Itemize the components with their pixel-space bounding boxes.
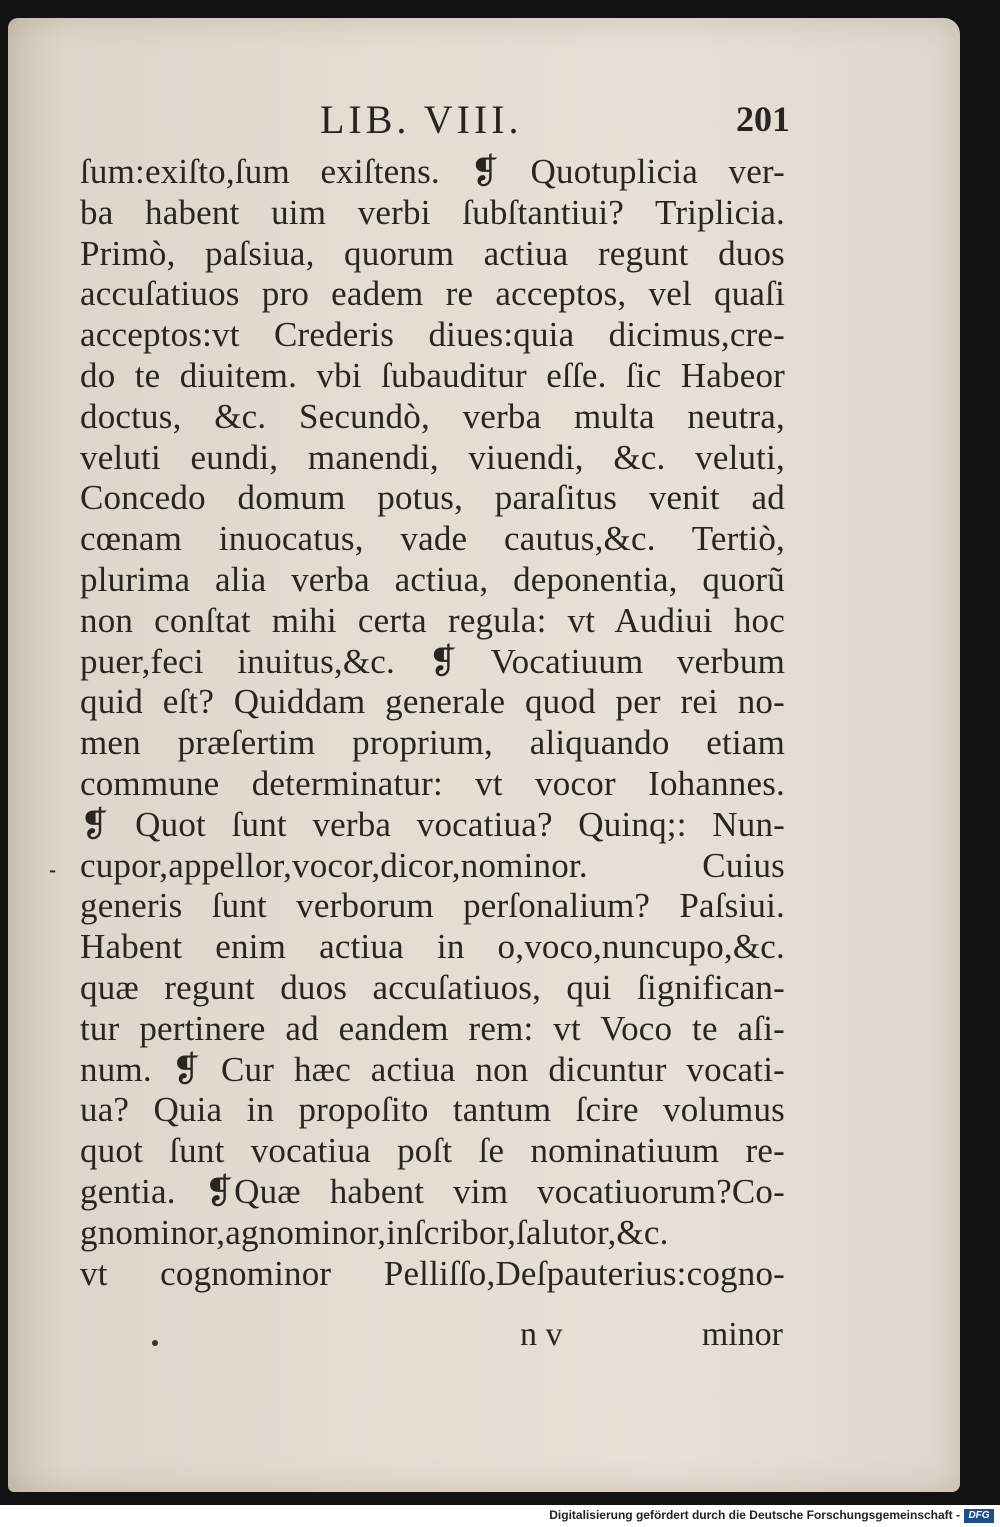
text-line: quid eſt? Quiddam generale quod per rei no- — [80, 682, 785, 722]
text-line: men præſertim proprium, aliquando etiam — [80, 723, 785, 763]
ink-dot — [152, 1340, 158, 1346]
text-line: quæ regunt duos accuſatiuos, qui ſignifican- — [80, 967, 785, 1007]
catchword-row — [80, 1316, 785, 1360]
page-number: 201 — [736, 99, 790, 139]
text-line: vt cognominor Pelliſſo,Deſpauterius:cogno- — [80, 1253, 785, 1293]
text-line: do te diuitem. vbi ſubauditur eſſe. ſic Habeor — [80, 355, 785, 395]
margin-mark: ⁃ — [48, 862, 57, 883]
running-head: LIB. VIII. — [320, 97, 523, 142]
text-line: plurima alia verba actiua, deponentia, quorũ — [80, 559, 785, 599]
page-header — [320, 96, 790, 146]
catchword: minor — [701, 1316, 783, 1353]
signature-mark: n v — [520, 1316, 563, 1353]
dfg-logo: DFG — [964, 1509, 994, 1523]
text-line: gnominor,agnominor,inſcribor,ſalutor,&c. — [80, 1212, 669, 1252]
text-line: tur pertinere ad eandem rem: vt Voco te aſi- — [80, 1008, 785, 1048]
text-line: acceptos:vt Crederis diues:quia dicimus,cre- — [80, 315, 785, 355]
text-line: Habent enim actiua in o,voco,nuncupo,&c. — [80, 927, 785, 967]
text-line: gentia. ❡Quæ habent vim vocatiuorum?Co- — [80, 1171, 785, 1211]
text-block — [80, 152, 785, 1294]
text-line: quot ſunt vocatiua poſt ſe nominatiuum re- — [80, 1131, 785, 1171]
footer-credit: Digitalisierung gefördert durch die Deutsche Forschungsgemeinschaft - — [549, 1508, 960, 1522]
text-line: veluti eundi, manendi, viuendi, &c. veluti, — [80, 437, 785, 477]
text-line: ❡ Quot ſunt verba vocatiua? Quinq;: Nun- — [80, 804, 785, 844]
footer-bar — [0, 1505, 1000, 1527]
text-line: ſum:exiſto,ſum exiſtens. ❡ Quotuplicia ver- — [80, 152, 785, 191]
text-line: Concedo domum potus, paraſitus venit ad — [80, 478, 785, 518]
text-line: accuſatiuos pro eadem re acceptos, vel quaſi — [80, 274, 785, 314]
text-line: Primò, paſsiua, quorum actiua regunt duos — [80, 233, 785, 273]
text-line: doctus, &c. Secundò, verba multa neutra, — [80, 396, 785, 436]
text-line: generis ſunt verborum perſonalium? Paſsiui. — [80, 886, 785, 926]
text-line: puer,feci inuitus,&c. ❡ Vocatiuum verbum — [80, 641, 785, 681]
text-line: ua? Quia in propoſito tantum ſcire volumus — [80, 1090, 785, 1130]
text-line: num. ❡ Cur hæc actiua non dicuntur vocati- — [80, 1049, 785, 1089]
text-line: non conſtat mihi certa regula: vt Audiui hoc — [80, 600, 785, 640]
text-line: cœnam inuocatus, vade cautus,&c. Tertiò, — [80, 519, 785, 559]
text-line: cupor,appellor,vocor,dicor,nominor. Cuius — [80, 845, 785, 885]
text-line: commune determinatur: vt vocor Iohannes. — [80, 763, 785, 803]
text-line: ba habent uim verbi ſubſtantiui? Triplicia. — [80, 192, 785, 232]
